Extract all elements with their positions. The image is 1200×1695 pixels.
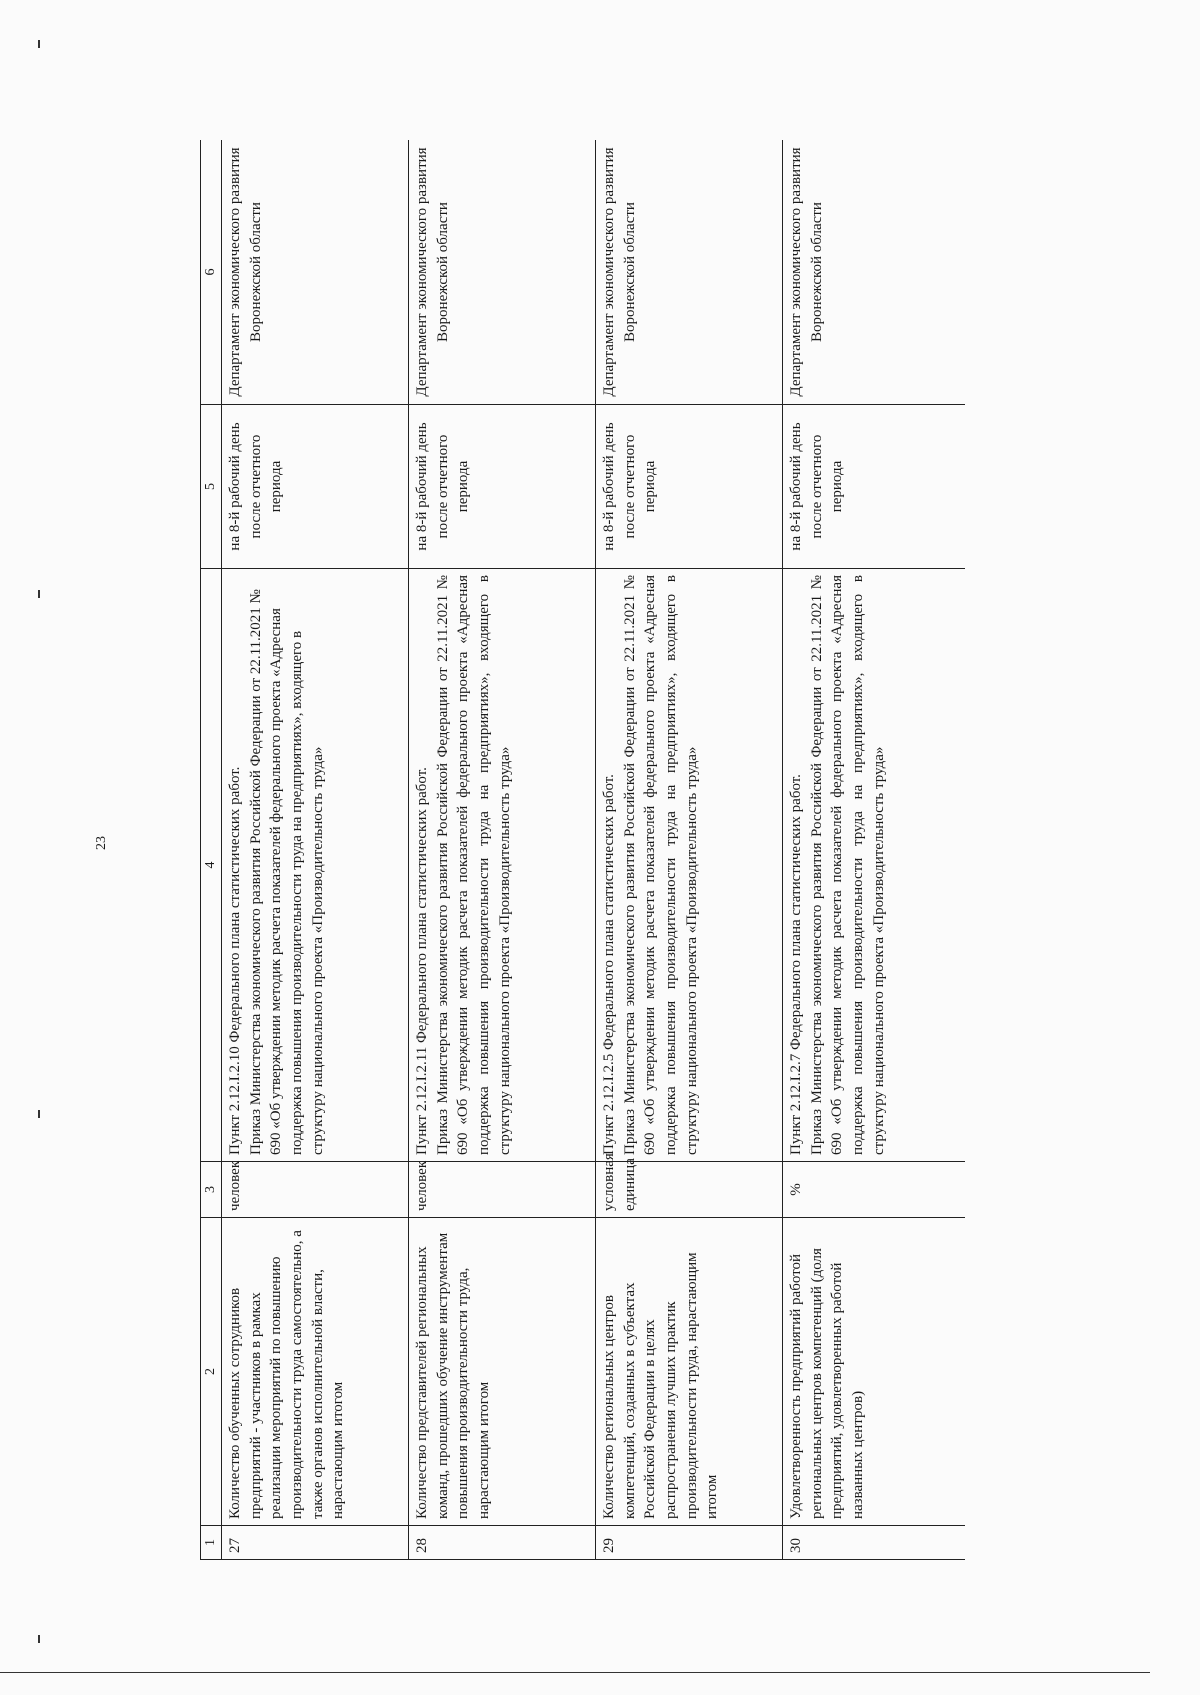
- responsible-cell: Департамент экономического развития Воронежской области: [222, 140, 409, 405]
- header-cell: 1: [201, 1526, 222, 1560]
- indicator-name: Удовлетворенность предприятий работой региональных центров компетенций (доля предприятий, удовлетворенных работой названных центров): [783, 1218, 966, 1526]
- indicators-table: [200, 140, 965, 1560]
- binding-mark: [38, 1635, 40, 1643]
- source-clause: Пункт 2.12.I.2.10 Федерального плана статистических работ.: [227, 766, 243, 1155]
- deadline-cell: на 8-й рабочий день после отчетного периода: [596, 405, 783, 569]
- binding-mark: [38, 40, 40, 48]
- source-cell: [596, 569, 783, 1162]
- unit-cell: человек: [222, 1162, 409, 1218]
- header-cell: 5: [201, 405, 222, 569]
- unit-cell: условная единица: [596, 1162, 783, 1218]
- row-number: 29: [596, 1526, 783, 1560]
- unit-cell: %: [783, 1162, 966, 1218]
- row-number: 28: [409, 1526, 596, 1560]
- source-clause: Пункт 2.12.I.2.11 Федерального плана статистических работ.: [414, 767, 430, 1155]
- responsible-cell: Департамент экономического развития Воронежской области: [409, 140, 596, 405]
- bottom-rule: [0, 1672, 1150, 1673]
- row-number: 27: [222, 1526, 409, 1560]
- row-number: 30: [783, 1526, 966, 1560]
- table-frame: [200, 140, 965, 1560]
- header-cell: 6: [201, 140, 222, 405]
- source-cell: [222, 569, 409, 1162]
- indicator-name: Количество региональных центров компетенций, созданных в субъектах Российской Федерации в целях распространения лучших практик производительности труда, нарастающим итогом: [596, 1218, 783, 1526]
- header-cell: 2: [201, 1218, 222, 1526]
- responsible-cell: Департамент экономического развития Воронежской области: [596, 140, 783, 405]
- header-row: [201, 140, 222, 1560]
- deadline-cell: на 8-й рабочий день после отчетного периода: [783, 405, 966, 569]
- table-row: [783, 140, 966, 1560]
- source-order: Приказ Министерства экономического развития Российской Федерации от 22.11.2021 № 690 «Об утверждении методик расчета показателей федерального проекта «Адресная поддержка повышения производительности труда на предприятиях», входящего в структуру национального проекта «Производительность труда»: [434, 575, 513, 1155]
- indicator-name: Количество представителей региональных команд, прошедших обучение инструментам повышения производительности труда, нарастающим итогом: [409, 1218, 596, 1526]
- table-row: [222, 140, 409, 1560]
- source-clause: Пункт 2.12.I.2.5 Федерального плана статистических работ.: [601, 774, 617, 1155]
- deadline-cell: на 8-й рабочий день после отчетного периода: [409, 405, 596, 569]
- source-clause: Пункт 2.12.I.2.7 Федерального плана статистических работ.: [788, 774, 804, 1155]
- header-cell: 3: [201, 1162, 222, 1218]
- deadline-cell: на 8-й рабочий день после отчетного периода: [222, 405, 409, 569]
- binding-mark: [38, 590, 40, 598]
- unit-cell: человек: [409, 1162, 596, 1218]
- source-order: Приказ Министерства экономического развития Российской Федерации от 22.11.2021 № 690 «Об утверждении методик расчета показателей федерального проекта «Адресная поддержка повышения производительности труда на предприятиях», входящего в структуру национального проекта «Производительность труда»: [621, 575, 700, 1155]
- header-cell: 4: [201, 569, 222, 1162]
- rotated-table-container: [200, 140, 965, 1560]
- table-row: [596, 140, 783, 1560]
- source-order: Приказ Министерства экономического развития Российской Федерации от 22.11.2021 № 690 «Об утверждении методик расчета показателей федерального проекта «Адресная поддержка повышения производительности труда на предприятиях», входящего в структуру национального проекта «Производительность труда»: [247, 589, 326, 1155]
- binding-mark: [38, 1110, 40, 1118]
- indicator-name: Количество обученных сотрудников предприятий - участников в рамках реализации мероприятий по повышению производительности труда самостоятельно, а также органов исполнительной власти, нарастающим итогом: [222, 1218, 409, 1526]
- responsible-cell: Департамент экономического развития Воронежской области: [783, 140, 966, 405]
- source-order: Приказ Министерства экономического развития Российской Федерации от 22.11.2021 № 690 «Об утверждении методик расчета показателей федерального проекта «Адресная поддержка повышения производительности труда на предприятиях», входящего в структуру национального проекта «Производительность труда»: [808, 575, 887, 1155]
- table-row: [409, 140, 596, 1560]
- page-number: 23: [94, 836, 109, 850]
- source-cell: [409, 569, 596, 1162]
- source-cell: [783, 569, 966, 1162]
